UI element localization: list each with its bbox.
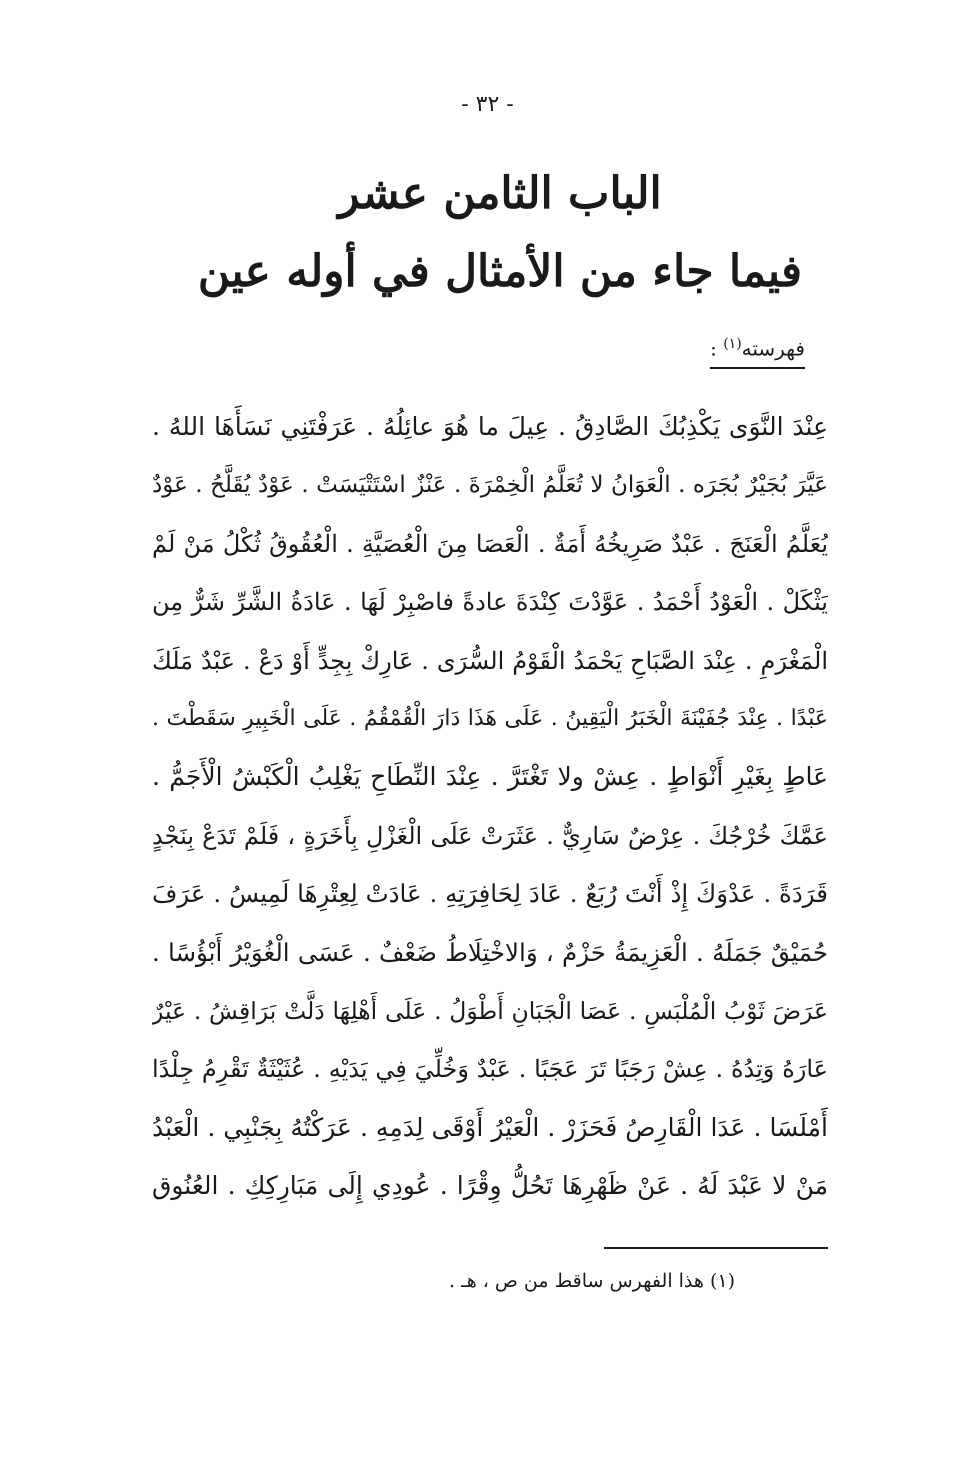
index-heading-colon: :	[710, 336, 717, 361]
text-line: عَارَهُ وَتِدُهُ . عِشْ رَجَبًا تَرَ عَجَبًا . عَبْدٌ وَخُلِّيَ فِي يَدَيْهِ . عُثَيْثَةٌ تَقْرِمُ جِلْدًا	[152, 1055, 828, 1084]
text-line: يَثْكَلْ . الْعَوْدُ أَحْمَدُ . عَوَّدْتَ كِنْدَةَ عادةً فاصْبِرْ لَهَا . عَادَةُ الشَّرِّ شَرٌّ مِن	[152, 588, 828, 617]
text-line: قَرَدَةً . عَدْوَكَ إِذْ أَنْتَ رُبَعٌ . عَادَ لِحَافِرَتِهِ . عَادَتْ لِعِتْرِهَا لَمِيسُ . عَرَفَ	[152, 879, 828, 909]
text-line: عِنْدَ النَّوَى يَكْذِبُكَ الصَّادِقُ . عِيلَ ما هُوَ عائِلُهُ . عَرَفْتَنِي نَسَأَهَا اللهُ .	[152, 412, 828, 441]
proverbs-body	[152, 398, 828, 1215]
page-number: - ٣٢ -	[461, 92, 514, 117]
text-line: عَاطٍ بِغَيْرِ أَنْوَاطٍ . عِشْ ولا تَغْتَرَّ . عِنْدَ النِّطَاحِ يَغْلِبُ الْكَبْشُ الْأَجَمُّ .	[152, 762, 828, 792]
text-line: مَنْ لا عَبْدَ لَهُ . عَنْ ظَهْرِهَا تَحُلُّ وِقْرًا . عُودِي إِلَى مَبَارِكِكِ . العُنُوق	[152, 1171, 828, 1201]
chapter-title: الباب الثامن عشر	[338, 168, 662, 219]
text-line: حُمَيْقٌ جَمَلَهُ . الْعَزِيمَةُ حَزْمٌ ، وَالاخْتِلَاطُ ضَعْفٌ . عَسَى الْغُوَيْرُ أَبْؤُسًا .	[152, 937, 828, 967]
footnote: (١) هذا الفهرس ساقط من ص ، هـ .	[449, 1270, 735, 1292]
text-line: عَيَّرَ بُجَيْرٌ بُجَرَه . الْعَوَانُ لا تُعَلَّمُ الْخِمْرَةَ . عَنْزٌ اسْتَتْيَسَتْ . عَوْدٌ يُقَلَّحُ . عَوْدٌ	[152, 472, 828, 499]
text-line: عَمَّكَ خُرْجُكَ . عِرْضٌ سَارِيٌّ . عَثَرَتْ عَلَى الْغَزْلِ بِأَخَرَةٍ ، فَلَمْ تَدَعْ بِنَجْدٍ	[152, 821, 828, 850]
text-line: الْمَغْرَمِ . عِنْدَ الصَّبَاحِ يَحْمَدُ الْقَوْمُ السُّرَى . عَارِكْ بِجِدٍّ أَوْ دَعْ . عَبْدٌ مَلَكَ	[152, 646, 828, 675]
index-heading	[710, 336, 805, 369]
footnote-mark: (١)	[723, 336, 742, 352]
text-line: يُعَلَّمُ الْعَنَجَ . عَبْدٌ صَرِيخُهُ أَمَةٌ . الْعَصَا مِنَ الْعُصَيَّةِ . الْعُقُوقُ ثُكْلُ مَنْ لَمْ	[152, 529, 828, 558]
chapter-subtitle: فيما جاء من الأمثال في أوله عين	[197, 246, 803, 297]
text-line: عَرَضَ ثَوْبُ الْمُلْبَسِ . عَصَا الْجَبَانِ أَطْوَلُ . عَلَى أَهْلِهَا دَلَّتْ بَرَاقِشُ . عَيْرٌ	[152, 996, 828, 1025]
index-heading-label: فهرسته	[741, 336, 805, 361]
text-line: أَمْلَسَا . عَدَا الْقَارِصُ فَحَزَرْ . الْعَيْرُ أَوْقَى لِدَمِهِ . عَرَكْتُهُ بِجَنْبِي . الْعَبْدُ	[152, 1112, 828, 1142]
text-line: عَبْدًا . عِنْدَ جُفَيْنَةَ الْخَبَرُ الْيَقِينُ . عَلَى هَذَا دَارَ الْقُمْقُمُ . عَلَى الْخَبِيرِ سَقَطْتَ .	[152, 705, 828, 731]
footnote-divider	[604, 1247, 828, 1249]
